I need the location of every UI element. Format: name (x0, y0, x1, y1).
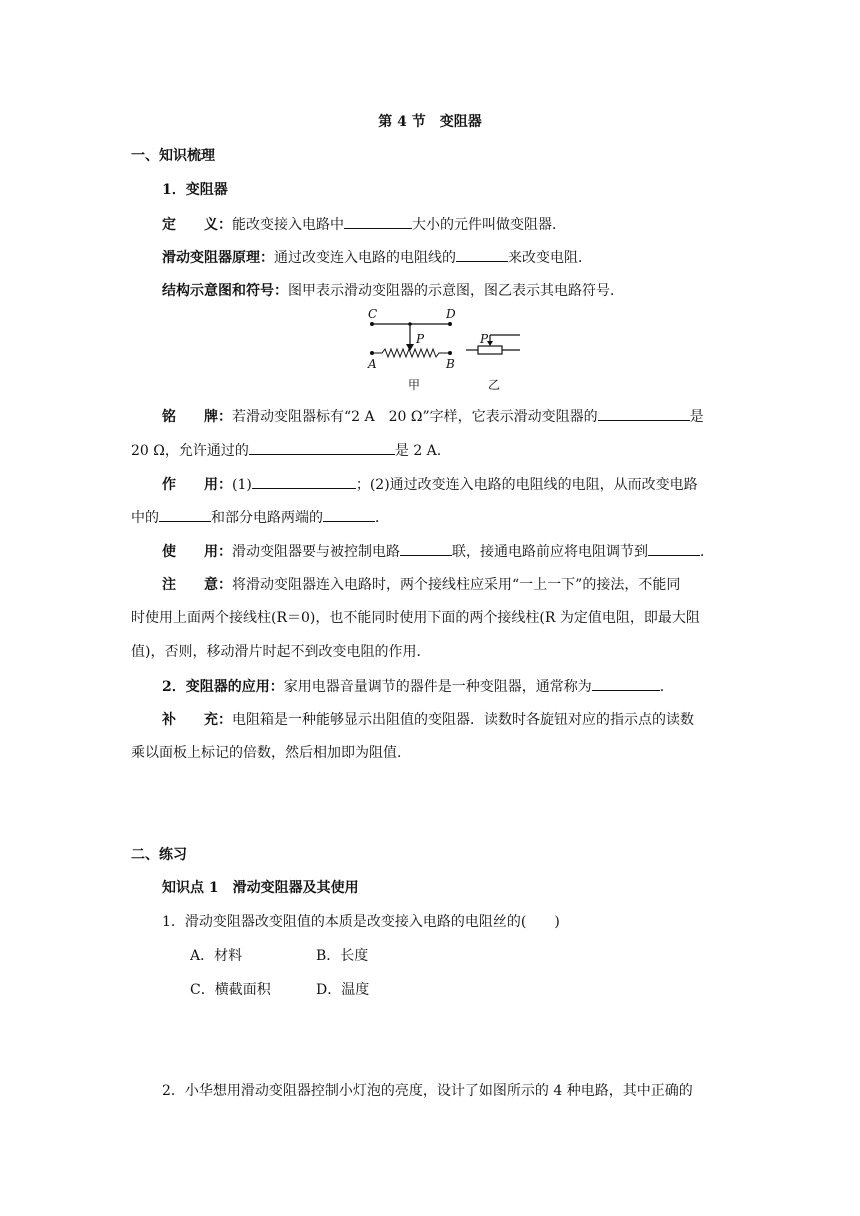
notes-line-2: 时使用上面两个接线柱(R＝0)，也不能同时使用下面的两个接线柱(R 为定值电阻，即最大阻 (131, 610, 700, 626)
page-title: 第 4 节 变阻器 (378, 114, 482, 130)
q1-option-c[interactable]: C．横截面积 (190, 982, 271, 998)
answer-blank[interactable] (252, 474, 356, 489)
knowledge-point: 知识点 1 滑动变阻器及其使用 (162, 880, 359, 896)
definition-line: 定 义：能改变接入电路中 大小的元件叫做变阻器． (162, 214, 566, 235)
principle-line: 滑动变阻器原理：通过改变连入电路的电阻线的 来改变电阻． (162, 247, 592, 268)
item-1-title: 1．变阻器 (162, 182, 228, 198)
caption-yi: 乙 (488, 378, 501, 392)
question-2-stem: 2．小华想用滑动变阻器控制小灯泡的亮度，设计了如图所示的 4 种电路，其中正确的 (162, 1083, 693, 1099)
notes-line-3: 值)，否则，移动滑片时起不到改变电阻的作用． (131, 644, 431, 660)
function-line-1: 作 用：(1) ；(2)通过改变连入电路的电阻线的电阻，从而改变电路 (162, 474, 698, 495)
terminal-b-label: B (446, 357, 455, 371)
answer-blank[interactable] (598, 406, 690, 421)
section-heading-2: 二、练习 (131, 847, 187, 863)
q1-option-a[interactable]: A．材料 (190, 948, 243, 964)
answer-blank[interactable] (344, 214, 412, 229)
usage-line: 使 用：滑动变阻器要与被控制电路 联，接通电路前应将电阻调节到 ． (162, 541, 714, 562)
answer-blank[interactable] (323, 507, 375, 522)
terminal-d-label: D (446, 307, 456, 321)
answer-blank[interactable] (648, 541, 700, 556)
nameplate-line-1: 铭 牌：若滑动变阻器标有“2 A 20 Ω”字样，它表示滑动变阻器的 是 (162, 406, 704, 427)
question-1-stem: 1．滑动变阻器改变阻值的本质是改变接入电路的电阻丝的( ) (162, 914, 560, 930)
nameplate-line-2: 20 Ω，允许通过的 是 2 A. (131, 440, 441, 461)
item-2-line: 2．变阻器的应用：家用电器音量调节的器件是一种变阻器，通常称为 ． (162, 676, 674, 697)
answer-blank[interactable] (592, 676, 660, 691)
answer-blank[interactable] (456, 247, 508, 262)
answer-blank[interactable] (159, 507, 211, 522)
slider-p-label: P (416, 332, 425, 346)
notes-line-1: 注 意：将滑动变阻器连入电路时，两个接线柱应采用“一上一下”的接法，不能同 (162, 577, 681, 593)
terminal-a-label: A (368, 357, 377, 371)
section-heading-1: 一、知识梳理 (131, 148, 215, 164)
supplement-line-1: 补 充：电阻箱是一种能够显示出阻值的变阻器．读数时各旋钮对应的指示点的读数 (162, 712, 694, 728)
terminal-c-label: C (368, 307, 378, 321)
caption-jia: 甲 (408, 378, 421, 392)
q1-option-d[interactable]: D．温度 (316, 982, 370, 998)
answer-blank[interactable] (249, 440, 395, 455)
q1-option-b[interactable]: B．长度 (316, 948, 369, 964)
rheostat-figure (360, 306, 540, 396)
structure-line: 结构示意图和符号：图甲表示滑动变阻器的示意图，图乙表示其电路符号． (162, 283, 624, 299)
answer-blank[interactable] (400, 541, 452, 556)
supplement-line-2: 乘以面板上标记的倍数，然后相加即为阻值． (131, 745, 411, 761)
function-line-2: 中的 和部分电路两端的 ． (131, 507, 389, 528)
symbol-p-label: P (480, 332, 489, 346)
